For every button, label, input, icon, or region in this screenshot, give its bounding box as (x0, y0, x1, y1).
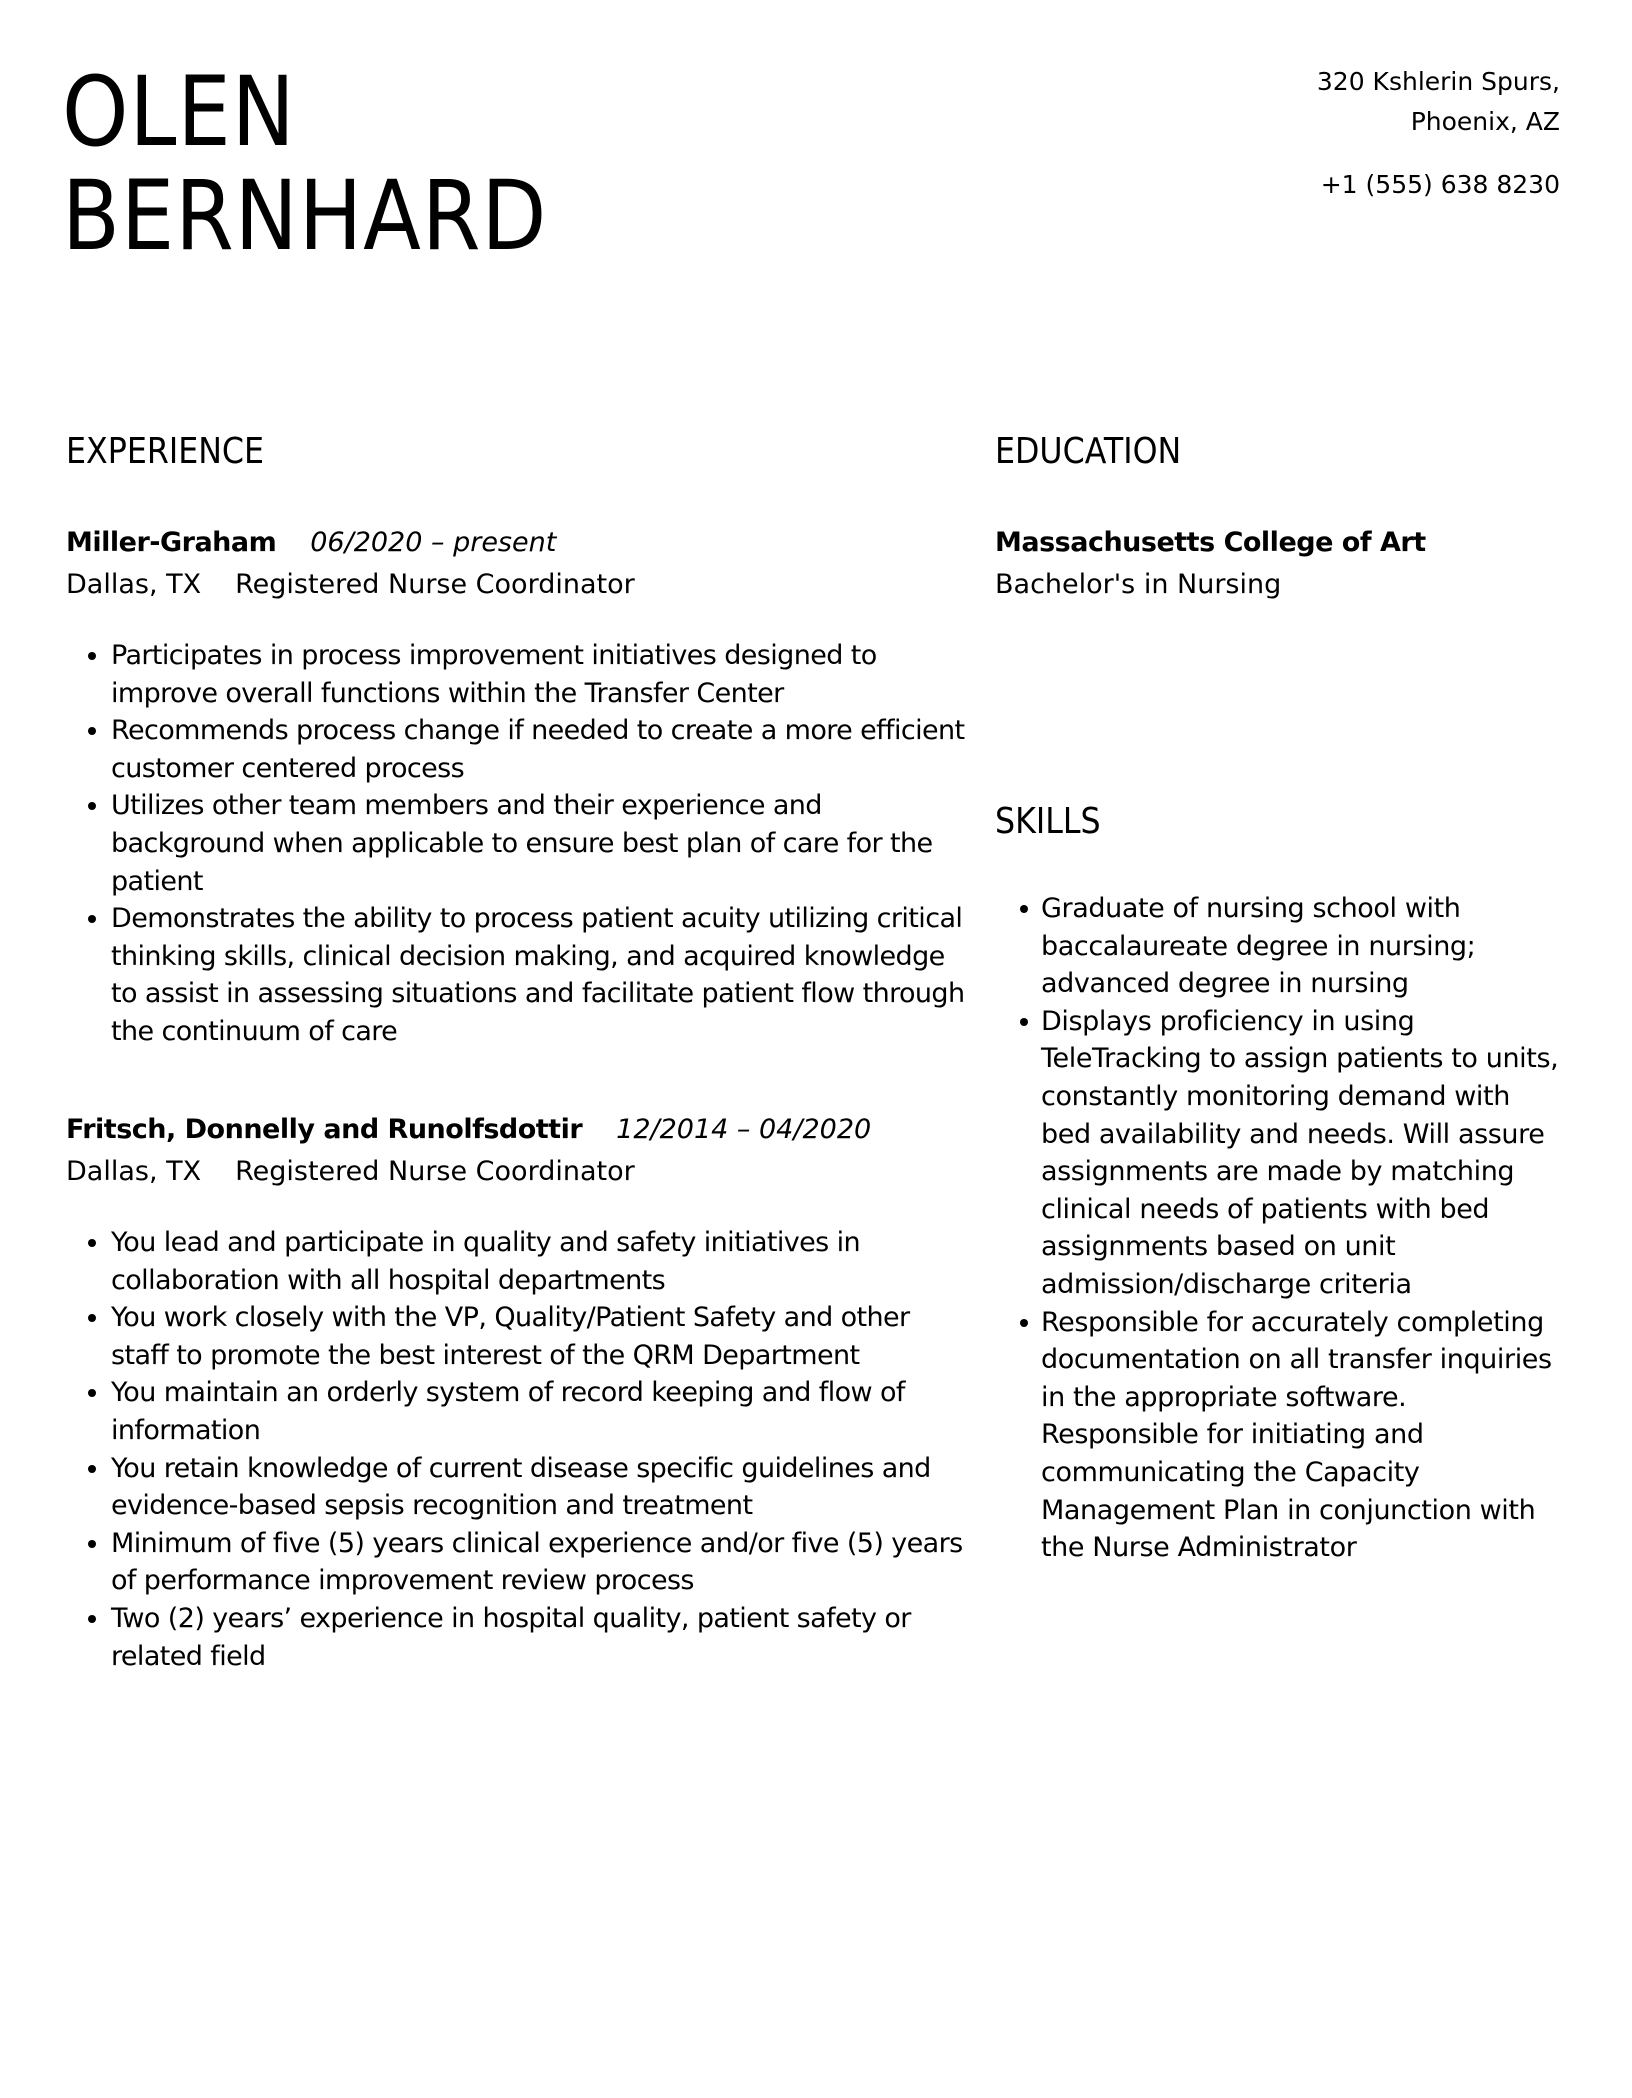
company-name: Fritsch, Donnelly and Runolfsdottir (66, 1114, 583, 1145)
employment-dates: 12/2014 – 04/2020 (616, 1114, 872, 1145)
list-item: Demonstrates the ability to process patient acuity utilizing critical thinking skills, clinical decision making, and acquired knowledge to assist in assessing situations and facilitate patient flow through the continuum of care (66, 900, 966, 1050)
list-item: Utilizes other team members and their experience and background when applicable to ensure best plan of care for the patient (66, 787, 966, 900)
job-location: Dallas, TX (66, 1156, 202, 1187)
entry-header (66, 522, 966, 564)
list-item: Minimum of five (5) years clinical experience and/or five (5) years of performance improvement review process (66, 1525, 966, 1600)
address-line-2: Phoenix, AZ (1410, 107, 1560, 136)
experience-entry (66, 1109, 966, 1675)
contact-info (1317, 62, 1560, 205)
list-item: Graduate of nursing school with baccalaureate degree in nursing; advanced degree in nursing (995, 890, 1565, 1003)
degree: Bachelor's in Nursing (995, 569, 1282, 600)
entry-header (66, 1109, 966, 1151)
candidate-name (62, 56, 548, 272)
address-line-1: 320 Kshlerin Spurs, (1316, 67, 1560, 96)
phone-number: +1 (555) 638 8230 (1320, 170, 1560, 199)
job-location: Dallas, TX (66, 569, 202, 600)
job-title: Registered Nurse Coordinator (235, 1156, 635, 1187)
responsibilities-list (66, 1224, 966, 1675)
experience-entry (66, 522, 966, 1051)
education-heading: EDUCATION (995, 431, 1182, 472)
list-item: Displays proficiency in using TeleTracking to assign patients to units, constantly monitoring demand with bed availability and needs. Will assure assignments are made by matching clinical needs of patients with bed assignments based on unit admission/discharge criteria (995, 1003, 1565, 1304)
company-name: Miller-Graham (66, 527, 277, 558)
skills-list (995, 890, 1565, 1567)
first-name: OLEN (62, 56, 296, 168)
last-name: BERNHARD (62, 160, 548, 272)
list-item: Participates in process improvement initiatives designed to improve overall functions within the Transfer Center (66, 637, 966, 712)
list-item: Recommends process change if needed to create a more efficient customer centered process (66, 712, 966, 787)
list-item: Responsible for accurately completing documentation on all transfer inquiries in the appropriate software. Responsible for initiating and communicating the Capacity Management Plan in conjunction with the Nurse Administrator (995, 1304, 1565, 1567)
skills-heading: SKILLS (995, 801, 1101, 842)
school-name-row (995, 522, 1575, 564)
responsibilities-list (66, 637, 966, 1051)
list-item: You work closely with the VP, Quality/Patient Safety and other staff to promote the best interest of the QRM Department (66, 1299, 966, 1374)
experience-heading: EXPERIENCE (66, 431, 265, 472)
list-item: Two (2) years’ experience in hospital quality, patient safety or related field (66, 1600, 966, 1675)
list-item: You maintain an orderly system of record keeping and flow of information (66, 1374, 966, 1449)
entry-subheader (66, 1151, 966, 1193)
entry-subheader (66, 564, 966, 606)
job-title: Registered Nurse Coordinator (235, 569, 635, 600)
employment-dates: 06/2020 – present (310, 527, 557, 558)
education-entry (995, 522, 1575, 606)
list-item: You retain knowledge of current disease specific guidelines and evidence-based sepsis recognition and treatment (66, 1450, 966, 1525)
list-item: You lead and participate in quality and safety initiatives in collaboration with all hospital departments (66, 1224, 966, 1299)
school-name: Massachusetts College of Art (995, 527, 1426, 558)
